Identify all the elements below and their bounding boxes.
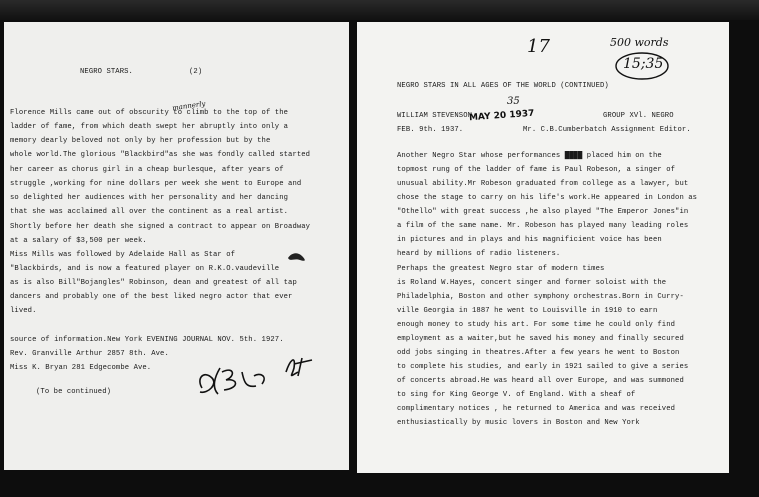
left-p2-line: as is also Bill"Bojangles" Robinson, dean and greatest of all tap (10, 279, 297, 287)
right-p1-line: a film of the same name. Mr. Robeson has played many leading roles (397, 222, 689, 230)
right-p1-line: heard by millions of radio listeners. (397, 250, 561, 258)
right-p1-line: in pictures and in plays and his magnificient voice has been (397, 236, 662, 244)
left-p1-line: Florence Mills came out of obscurity to climb to the top of the (10, 109, 289, 117)
received-date-stamp: MAY 20 1937 (468, 108, 535, 124)
source-line: source of information.New York EVENING JOURNAL NOV. 5th. 1927. (10, 336, 284, 344)
handwritten-signature (190, 342, 320, 402)
right-p2-line: complimentary notices , he returned to America and was received (397, 405, 676, 413)
left-p1-line: at a salary of $3,500 per week. (10, 237, 147, 245)
right-p2-line: odd jobs singing in theatres.After a few years he went to Boston (397, 349, 680, 357)
left-p2-line: Miss Mills was followed by Adelaide Hall as Star of (10, 251, 236, 259)
right-p2-line: enthusiastically by music lovers in Boston and New York (397, 419, 640, 427)
right-document-page (357, 22, 729, 473)
to-be-continued: (To be continued) (36, 388, 112, 396)
circled-note: 15;35 (623, 56, 664, 72)
right-title: NEGRO STARS IN ALL AGES OF THE WORLD (CONTINUED) (397, 82, 609, 90)
left-p1-line: memory dearly beloved not only by her profession but by the (10, 137, 271, 145)
handwritten-word-count: 500 words (610, 36, 669, 49)
right-p1-line: Another Negro Star whose performances ████ placed him on the (397, 152, 662, 160)
right-p2-line: to sing for King George V. of England. With a sheaf of (397, 391, 636, 399)
right-p2-line: is Roland W.Hayes, concert singer and former soloist with the (397, 279, 667, 287)
author-name: WILLIAM STEVENSON (397, 112, 473, 120)
right-p2-line: Perhaps the greatest Negro star of modern times (397, 265, 605, 273)
left-p2-line: dancers and probably one of the best liked negro actor that ever (10, 293, 293, 301)
right-p2-line: enough money to study his art. For some time he could only find (397, 321, 676, 329)
right-p1-line: unusual ability.Mr Robeson graduated from college as a lawyer, but (397, 180, 689, 188)
left-p2-line: "Blackbirds, and is now a featured player on R.K.O.vaudeville (10, 265, 280, 273)
right-p2-line: to complete his studies, and early in 1921 sailed to give a series (397, 363, 689, 371)
assignment-editor: Mr. C.B.Cumberbatch Assignment Editor. (523, 126, 691, 134)
right-p1-line: chose the stage to carry on his life's work.He appeared in London as (397, 194, 698, 202)
handwritten-insert: mannerly (171, 99, 206, 113)
left-p2-line: lived. (10, 307, 37, 315)
right-p2-line: Philadelphia, Boston and other symphony orchestras.Born in Curry- (397, 293, 684, 301)
left-header-title: NEGRO STARS. (80, 68, 133, 76)
right-p1-line: topmost rung of the ladder of fame is Paul Robeson, a singer of (397, 166, 676, 174)
right-p2-line: of concerts abroad.He was heard all over Europe, and was summoned (397, 377, 684, 385)
right-p1-line: "Othello" with great success ,he also played "The Emperor Jones"in (397, 208, 689, 216)
left-document-page (4, 22, 349, 470)
left-p1-line: Shortly before her death she signed a contract to appear on Broadway (10, 223, 311, 231)
left-p1-line: ladder of fame, from which death swept her abruptly into only a (10, 123, 289, 131)
stamp-number: 35 (507, 96, 520, 107)
source-line: Rev. Granville Arthur 2857 8th. Ave. (10, 350, 169, 358)
right-p2-line: employment as a waiter,but he saved his money and finally secured (397, 335, 684, 343)
ink-scribble-icon (286, 250, 308, 264)
handwritten-page-number: 17 (527, 36, 550, 57)
left-p1-line: whole world.The glorious "Blackbird"as she was fondly called started (10, 151, 311, 159)
document-date: FEB. 9th. 1937. (397, 126, 464, 134)
left-p1-line: struggle ,working for nine dollars per week she went to Europe and (10, 180, 302, 188)
right-p2-line: ville Georgia in 1887 he went to Louisville in 1910 to earn (397, 307, 658, 315)
left-p1-line: that she was acclaimed all over the continent as a real artist. (10, 208, 289, 216)
left-header-page-number: (2) (189, 68, 203, 76)
left-p1-line: so delighted her audiences with her personality and her dancing (10, 194, 289, 202)
film-top-strip (0, 0, 759, 20)
left-p1-line: her career as chorus girl in a cheap burlesque, after years of (10, 166, 284, 174)
group-label: GROUP XVl. NEGRO (603, 112, 674, 120)
source-line: Miss K. Bryan 281 Edgecombe Ave. (10, 364, 152, 372)
